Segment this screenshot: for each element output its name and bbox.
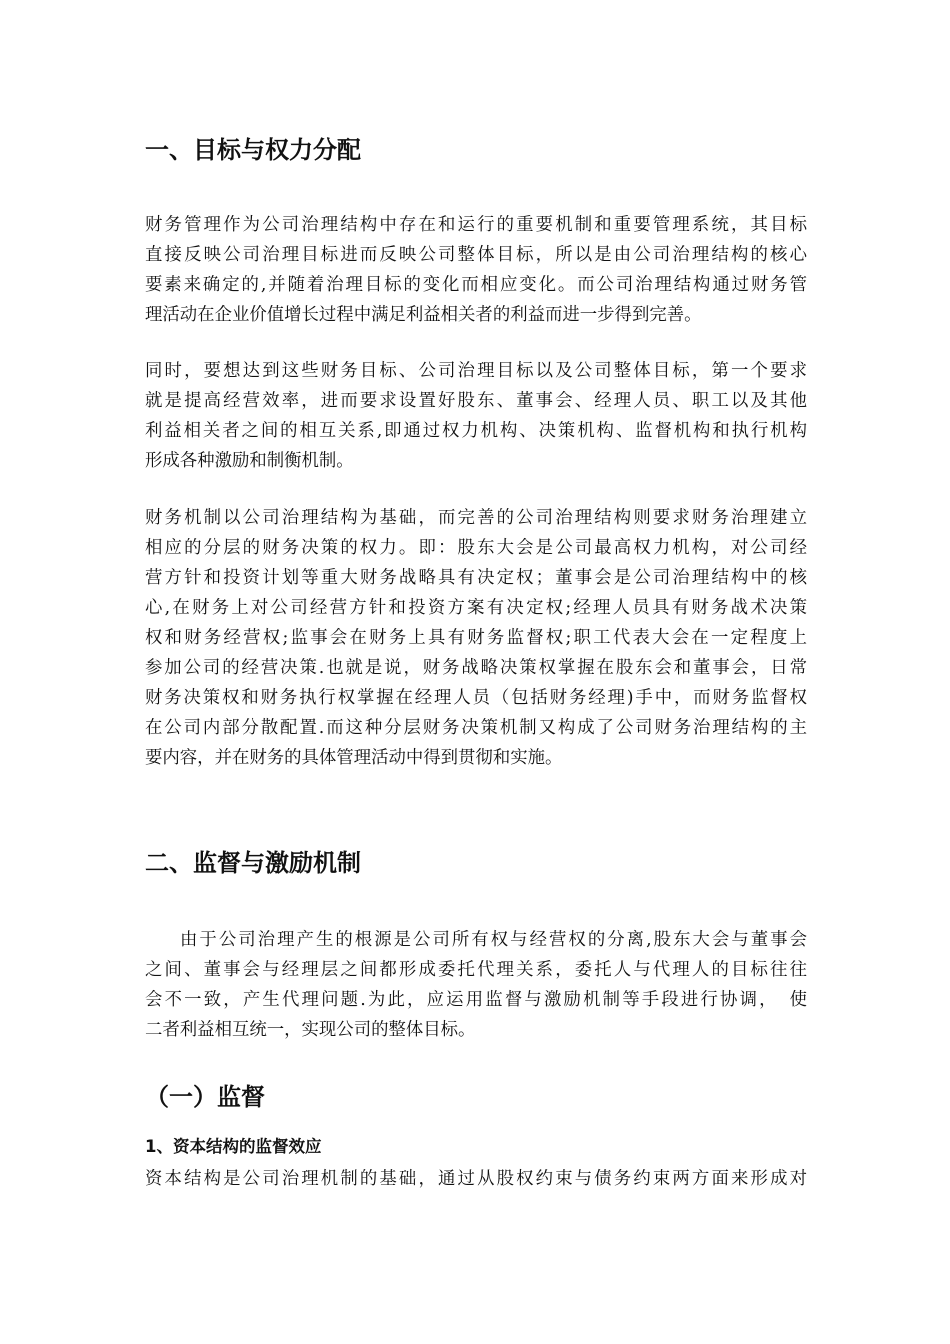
text-line: 营方针和投资计划等重大财务战略具有决定权；董事会是公司治理结构中的核: [145, 568, 807, 588]
item-paragraph: [145, 1164, 807, 1194]
text-line: 在公司内部分散配置.而这种分层财务决策机制又构成了公司财务治理结构的主: [145, 718, 807, 738]
item-heading: 1、资本结构的监督效应: [145, 1137, 322, 1156]
section1-paragraph-3: [145, 503, 807, 773]
text-line: 要素来确定的,并随着治理目标的变化而相应变化。而公司治理结构通过财务管: [145, 275, 807, 295]
text-line: 资本结构是公司治理机制的基础，通过从股权约束与债务约束两方面来形成对: [145, 1169, 807, 1189]
text-line: 要内容，并在财务的具体管理活动中得到贯彻和实施。: [145, 748, 563, 768]
text-line: 相应的分层的财务决策的权力。即：股东大会是公司最高权力机构，对公司经: [145, 538, 807, 558]
text-line: 心,在财务上对公司经营方针和投资方案有决定权;经理人员具有财务战术决策: [145, 598, 807, 618]
text-line: 直接反映公司治理目标进而反映公司整体目标，所以是由公司治理结构的核心: [145, 245, 807, 265]
section1-paragraph-2: [145, 356, 807, 476]
text-line: 由于公司治理产生的根源是公司所有权与经营权的分离,股东大会与董事会: [180, 930, 807, 950]
text-line: 参加公司的经营决策.也就是说，财务战略决策权掌握在股东会和董事会，日常: [145, 658, 807, 678]
subsection-heading: （一）监督: [145, 1082, 265, 1111]
text-line: 二者利益相互统一，实现公司的整体目标。: [145, 1020, 476, 1040]
text-line: 利益相关者之间的相互关系,即通过权力机构、决策机构、监督机构和执行机构: [145, 421, 807, 441]
text-line: 之间、董事会与经理层之间都形成委托代理关系，委托人与代理人的目标往往: [145, 960, 807, 980]
section2-heading: 二、监督与激励机制: [145, 849, 361, 877]
section2-paragraph: [145, 925, 807, 1045]
text-line: 理活动在企业价值增长过程中满足利益相关者的利益而进一步得到完善。: [145, 305, 702, 325]
text-line: 财务决策权和财务执行权掌握在经理人员（包括财务经理)手中，而财务监督权: [145, 688, 807, 708]
text-line: 形成各种激励和制衡机制。: [145, 451, 354, 471]
text-line: 财务机制以公司治理结构为基础，而完善的公司治理结构则要求财务治理建立: [145, 508, 807, 528]
text-line: 同时，要想达到这些财务目标、公司治理目标以及公司整体目标，第一个要求: [145, 361, 807, 381]
section1-heading: 一、目标与权力分配: [145, 136, 361, 164]
text-line: 权和财务经营权;监事会在财务上具有财务监督权;职工代表大会在一定程度上: [145, 628, 807, 648]
text-line: 财务管理作为公司治理结构中存在和运行的重要机制和重要管理系统，其目标: [145, 215, 807, 235]
text-line: 会不一致，产生代理问题.为此，应运用监督与激励机制等手段进行协调， 使: [145, 990, 807, 1010]
section1-paragraph-1: [145, 210, 807, 330]
text-line: 就是提高经营效率，进而要求设置好股东、董事会、经理人员、职工以及其他: [145, 391, 807, 411]
